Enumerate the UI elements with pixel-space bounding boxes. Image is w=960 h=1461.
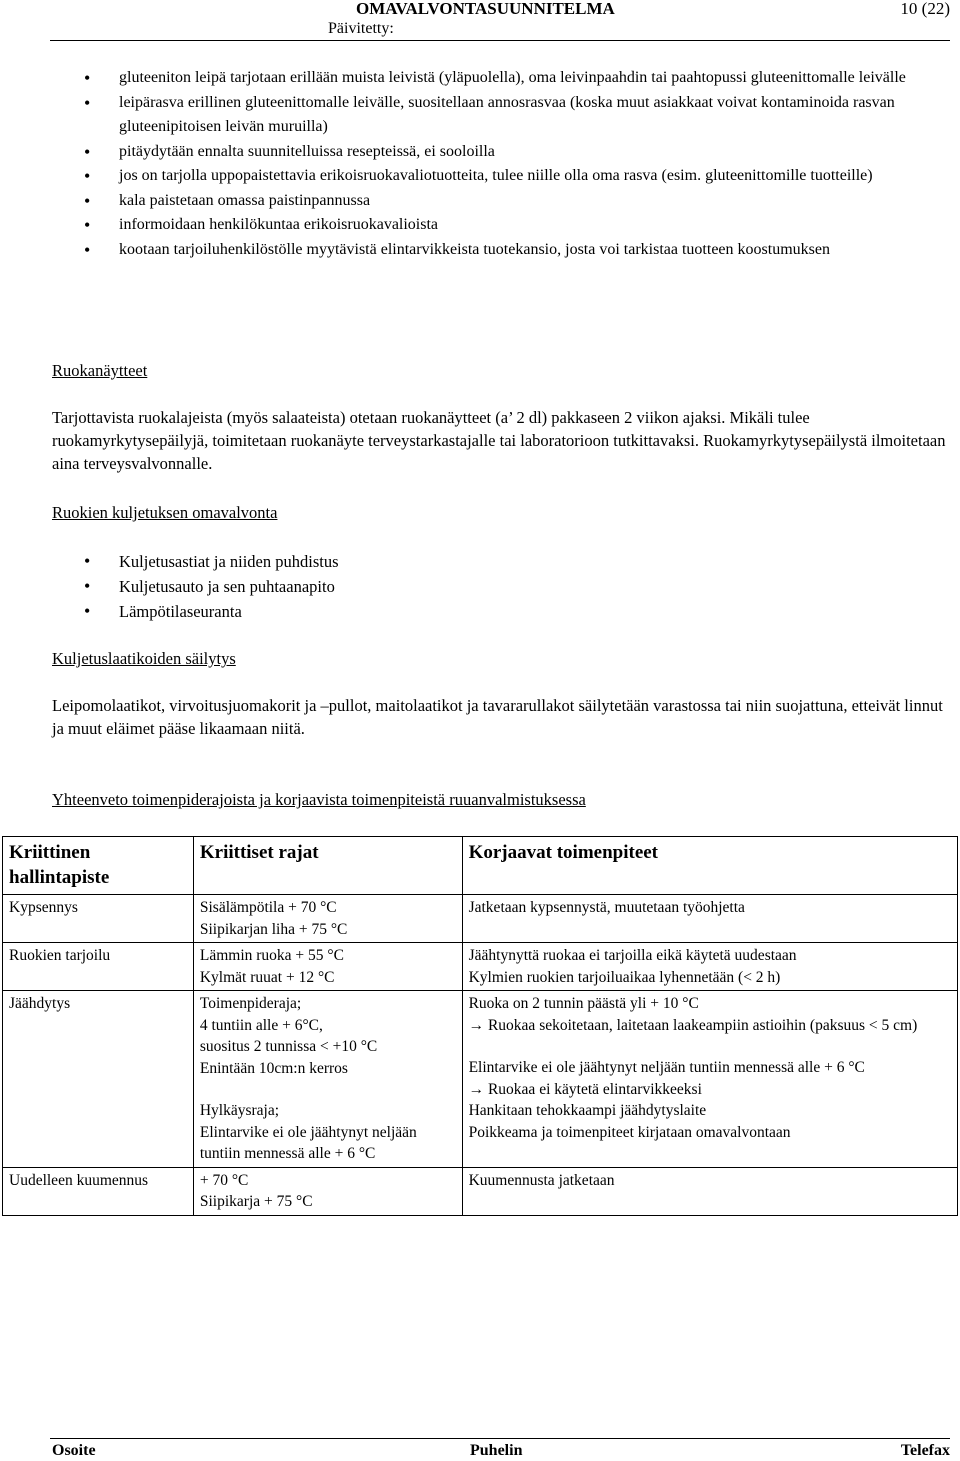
action-line: Elintarvike ei ole jäähtynyt neljään tuntiin mennessä alle + 6 °C (468, 1059, 865, 1076)
table-row (3, 991, 958, 1168)
diet-bullet-list (84, 66, 950, 262)
list-item: • kootaan tarjoiluhenkilöstölle myytävistä elintarvikkeista tuotekansio, josta voi tarkistaa tuotteen koostumuksen (84, 238, 950, 263)
limit-line: Enintään 10cm:n kerros (199, 1059, 348, 1077)
action-line: → Ruokaa ei käytetä elintarvikkeeksi (468, 1080, 702, 1098)
critical-limits-cell (193, 1167, 462, 1215)
column-header-limits: Kriittiset rajat (193, 837, 462, 895)
action-line: Kylmien ruokien tarjoiluaikaa lyhennetään (< 2 h) (468, 968, 781, 986)
limit-line: Hylkäysraja; (199, 1102, 280, 1119)
footer-rule (50, 1438, 950, 1439)
spacer (469, 1036, 951, 1057)
column-header-actions: Korjaavat toimenpiteet (462, 837, 957, 895)
section-title-ruokanaytteet: Ruokanäytteet (52, 361, 148, 380)
list-item: • kala paistetaan omassa paistinpannussa (84, 189, 950, 214)
ruokanaytteet-paragraph: Tarjottavista ruokalajeista (myös salaateista) otetaan ruokanäytteet (a’ 2 dl) pakkaseen 2 viikon ajaksi. Mikäli tulee ruokamyrkytysepäilyjä, toimitetaan ruokanäyte terveystarkastajalle tai laboratorioon tutkittavaksi. Ruokamyrkytysepäilystä ilmoitetaan aina terveysvalvonnalle. (52, 408, 946, 473)
limit-line: Siipikarja + 75 °C (199, 1193, 313, 1210)
action-line: Poikkeama ja toimenpiteet kirjataan omavalvontaan (468, 1123, 791, 1141)
footer-phone-label: Puhelin (470, 1442, 523, 1459)
corrective-actions-cell (462, 1167, 957, 1215)
action-line: Kuumennusta jatketaan (468, 1171, 615, 1189)
summary-table (2, 836, 958, 1216)
limit-line: Lämmin ruoka + 55 °C (199, 947, 344, 964)
limit-line: 4 tuntiin alle + 6°C, (199, 1016, 323, 1034)
table-row (3, 1167, 958, 1215)
limit-line: Elintarvike ei ole jäähtynyt neljään tuntiin mennessä alle + 6 °C (199, 1123, 417, 1162)
action-line: Ruoka on 2 tunnin päästä yli + 10 °C (468, 995, 699, 1012)
updated-label: Päivitetty: (328, 20, 394, 37)
table-row (3, 895, 958, 943)
action-line: Jäähtynyttä ruokaa ei tarjoilla eikä käytetä uudestaan (468, 947, 797, 964)
limit-line: suositus 2 tunnissa < +10 °C (199, 1038, 378, 1055)
kuljetus-bullet-list (84, 549, 684, 624)
section-title-kuljetus: Ruokien kuljetuksen omavalvonta (52, 503, 278, 522)
table-row (3, 943, 958, 991)
list-item: • pitäydytään ennalta suunnitelluissa resepteissä, ei sooloilla (84, 140, 950, 165)
corrective-actions-cell (462, 943, 957, 991)
critical-limits-cell (193, 991, 462, 1168)
section-title-summary: Yhteenveto toimenpiderajoista ja korjaavista toimenpiteistä ruuanvalmistuksessa (52, 790, 586, 809)
limit-line: Sisälämpötila + 70 °C (199, 899, 337, 916)
corrective-actions-cell (462, 991, 957, 1168)
document-title: OMAVALVONTASUUNNITELMA (356, 0, 615, 18)
limit-line: Toimenpideraja; (199, 995, 302, 1012)
header-rule (50, 40, 950, 41)
critical-limits-cell (193, 943, 462, 991)
sailytys-paragraph: Leipomolaatikot, virvoitusjuomakorit ja –pullot, maitolaatikot ja tavararullakot säilytetään varastossa tai niin suojattuna, etteivät linnut ja muut eläimet pääse likaamaan niitä. (52, 696, 943, 738)
table-header-row (3, 837, 958, 895)
page-number: 10 (22) (900, 0, 950, 18)
action-line: Jatketaan kypsennystä, muutetaan työohjetta (468, 899, 745, 916)
control-point-cell: Jäähdytys (3, 991, 194, 1168)
control-point-cell: Kypsennys (3, 895, 194, 943)
list-item: • leipärasva erillinen gluteenittomalle leivälle, suositellaan annosrasvaa (koska muut asiakkaat voivat kontaminoida rasvan gluteenipitoisen leivän muruilla) (84, 91, 950, 140)
list-item: • gluteeniton leipä tarjotaan erillään muista leivistä (yläpuolella), oma leivinpaahdin tai paahtopussi gluteenittomalle leivälle (84, 66, 950, 91)
list-item: • informoidaan henkilökuntaa erikoisruokavalioista (84, 213, 950, 238)
footer-address-label: Osoite (52, 1442, 96, 1459)
list-item: • Kuljetusauto ja sen puhtaanapito (84, 574, 684, 599)
page-header (0, 0, 960, 40)
action-line: → Ruokaa sekoitetaan, laitetaan laakeampiin astioihin (paksuus < 5 cm) (468, 1016, 918, 1034)
footer-fax-label: Telefax (900, 1442, 950, 1459)
section-title-sailytys: Kuljetuslaatikoiden säilytys (52, 649, 236, 668)
action-line: Hankitaan tehokkaampi jäähdytyslaite (468, 1102, 707, 1119)
limit-line: + 70 °C (199, 1171, 249, 1189)
critical-limits-cell (193, 895, 462, 943)
corrective-actions-cell (462, 895, 957, 943)
spacer (200, 1079, 456, 1100)
list-item: • Lämpötilaseuranta (84, 599, 684, 624)
column-header-point: Kriittinen hallintapiste (3, 837, 194, 895)
page-footer (0, 1438, 960, 1461)
control-point-cell: Ruokien tarjoilu (3, 943, 194, 991)
control-point-cell: Uudelleen kuumennus (3, 1167, 194, 1215)
list-item: • Kuljetusastiat ja niiden puhdistus (84, 549, 684, 574)
list-item: • jos on tarjolla uppopaistettavia erikoisruokavaliotuotteita, tulee niille olla oma rasva (esim. gluteenittomille tuotteille) (84, 164, 950, 189)
limit-line: Kylmät ruuat + 12 °C (199, 968, 335, 986)
limit-line: Siipikarjan liha + 75 °C (199, 920, 348, 938)
